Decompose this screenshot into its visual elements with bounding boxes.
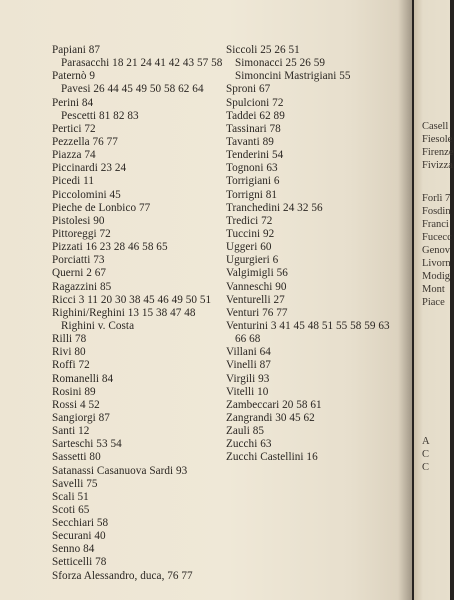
index-entry: Ugurgieri 6 [226, 254, 279, 267]
index-entry: Piazza 74 [52, 149, 96, 162]
index-entry: Ricci 3 11 20 30 38 45 46 49 50 51 [52, 293, 212, 306]
adjacent-page-line: Livorn [422, 258, 451, 269]
adjacent-page-line: C [422, 462, 430, 473]
index-entry: Setticelli 78 [52, 556, 107, 569]
index-entry: Vanneschi 90 [226, 280, 287, 293]
index-entry: Zangrandi 30 45 62 [226, 411, 315, 424]
index-entry: Pezzella 76 77 [52, 135, 118, 148]
index-entry: Virgili 93 [226, 372, 270, 385]
index-entry: Valgimigli 56 [226, 267, 288, 280]
index-entry: Siccoli 25 26 51 [226, 44, 300, 56]
adjacent-page-line: Mont [422, 284, 445, 295]
index-entry: Sangiorgi 87 [52, 411, 110, 424]
index-entry: Tredici 72 [226, 214, 273, 227]
index-entry: Tassinari 78 [226, 122, 281, 135]
adjacent-page-line: C [422, 449, 430, 460]
index-entry: 66 68 [235, 333, 261, 346]
adjacent-page-line: Fivizza [422, 160, 453, 171]
adjacent-page-edge [414, 0, 454, 600]
index-entry: Zucchi 63 [226, 438, 272, 451]
index-entry: Rosini 89 [52, 385, 96, 398]
index-entry: Taddei 62 89 [226, 109, 285, 122]
adjacent-page-line: Casell [422, 121, 449, 132]
index-entry: Piccinardi 23 24 [52, 162, 127, 175]
adjacent-page-line: Genov [422, 245, 450, 256]
page-gutter-shadow [398, 0, 412, 600]
index-entry: Porciatti 73 [52, 254, 105, 267]
index-entry: Sarteschi 53 54 [52, 438, 122, 451]
adjacent-page-line: A [422, 436, 430, 447]
index-entry: Rossi 4 52 [52, 398, 100, 411]
adjacent-page-block-3 [422, 435, 430, 474]
index-entry: Rivi 80 [52, 346, 86, 359]
index-entry: Piccolomini 45 [52, 188, 121, 201]
index-column-left [52, 44, 222, 583]
adjacent-page-line: Fosdin [422, 206, 451, 217]
index-entry: Sassetti 80 [52, 451, 101, 464]
index-entry: Zucchi Castellini 16 [226, 451, 318, 464]
index-column-right [226, 44, 390, 465]
index-entry: Venturi 76 77 [226, 306, 288, 319]
index-entry: Perini 84 [52, 96, 94, 109]
index-entry: Satanassi Casanuova Sardi 93 [52, 464, 188, 477]
index-entry: Vitelli 10 [226, 385, 269, 398]
index-entry: Picedi 11 [52, 175, 94, 188]
index-entry: Uggeri 60 [226, 241, 272, 254]
adjacent-page-line: Piace [422, 297, 445, 308]
adjacent-page-block-1 [422, 120, 454, 172]
index-entry: Torrigni 81 [226, 188, 278, 201]
index-entry: Pieche de Lonbico 77 [52, 201, 151, 214]
index-entry: Pertici 72 [52, 122, 96, 135]
adjacent-page-line: Forlì 7 [422, 193, 451, 204]
adjacent-page-line: Franci [422, 219, 449, 230]
index-entry: Savelli 75 [52, 477, 98, 490]
index-entry: Tavanti 89 [226, 135, 274, 148]
index-entry: Querni 2 67 [52, 267, 106, 280]
index-entry: Ragazzini 85 [52, 280, 112, 293]
index-entry: Sproni 67 [226, 83, 271, 96]
index-entry: Simonacci 25 26 59 [235, 57, 326, 70]
adjacent-page-line: Fucecc [422, 232, 452, 243]
index-entry: Papiani 87 [52, 44, 101, 56]
index-entry: Scali 51 [52, 490, 89, 503]
index-entry: Vinelli 87 [226, 359, 271, 372]
index-entry: Venturini 3 41 45 48 51 55 58 59 63 [226, 319, 390, 332]
index-entry: Paternò 9 [52, 70, 96, 83]
adjacent-page-block-2 [422, 192, 452, 309]
adjacent-page-line: Modig [422, 271, 451, 282]
index-entry: Parasacchi 18 21 24 41 42 43 57 58 [61, 57, 223, 70]
index-entry: Scoti 65 [52, 503, 90, 516]
index-entry: Righini/Reghini 13 15 38 47 48 [52, 306, 196, 319]
index-entry: Romanelli 84 [52, 372, 114, 385]
index-entry: Santi 12 [52, 425, 90, 438]
index-entry: Pittoreggi 72 [52, 227, 111, 240]
index-entry: Simoncini Mastrigiani 55 [235, 70, 351, 83]
index-entry: Zambeccari 20 58 61 [226, 398, 322, 411]
index-entry: Sforza Alessandro, duca, 76 77 [52, 569, 193, 582]
index-entry: Pizzati 16 23 28 46 58 65 [52, 241, 168, 254]
index-entry: Villani 64 [226, 346, 271, 359]
index-entry: Tranchedini 24 32 56 [226, 201, 323, 214]
index-entry: Tuccini 92 [226, 227, 275, 240]
index-entry: Roffi 72 [52, 359, 90, 372]
index-entry: Venturelli 27 [226, 293, 285, 306]
index-entry: Pistolesi 90 [52, 214, 105, 227]
index-entry: Pavesi 26 44 45 49 50 58 62 64 [61, 83, 204, 96]
index-entry: Pescetti 81 82 83 [61, 109, 139, 122]
index-entry: Spulcioni 72 [226, 96, 284, 109]
index-entry: Torrigiani 6 [226, 175, 280, 188]
index-entry: Zauli 85 [226, 425, 264, 438]
adjacent-page-line: Fiesole [422, 134, 453, 145]
index-entry: Righini v. Costa [61, 319, 135, 332]
index-entry: Tognoni 63 [226, 162, 278, 175]
index-entry: Senno 84 [52, 543, 95, 556]
index-entry: Rilli 78 [52, 333, 87, 346]
index-entry: Tenderini 54 [226, 149, 284, 162]
adjacent-page-line: Firenze [422, 147, 454, 158]
index-entry: Secchiari 58 [52, 517, 109, 530]
index-entry: Securani 40 [52, 530, 106, 543]
